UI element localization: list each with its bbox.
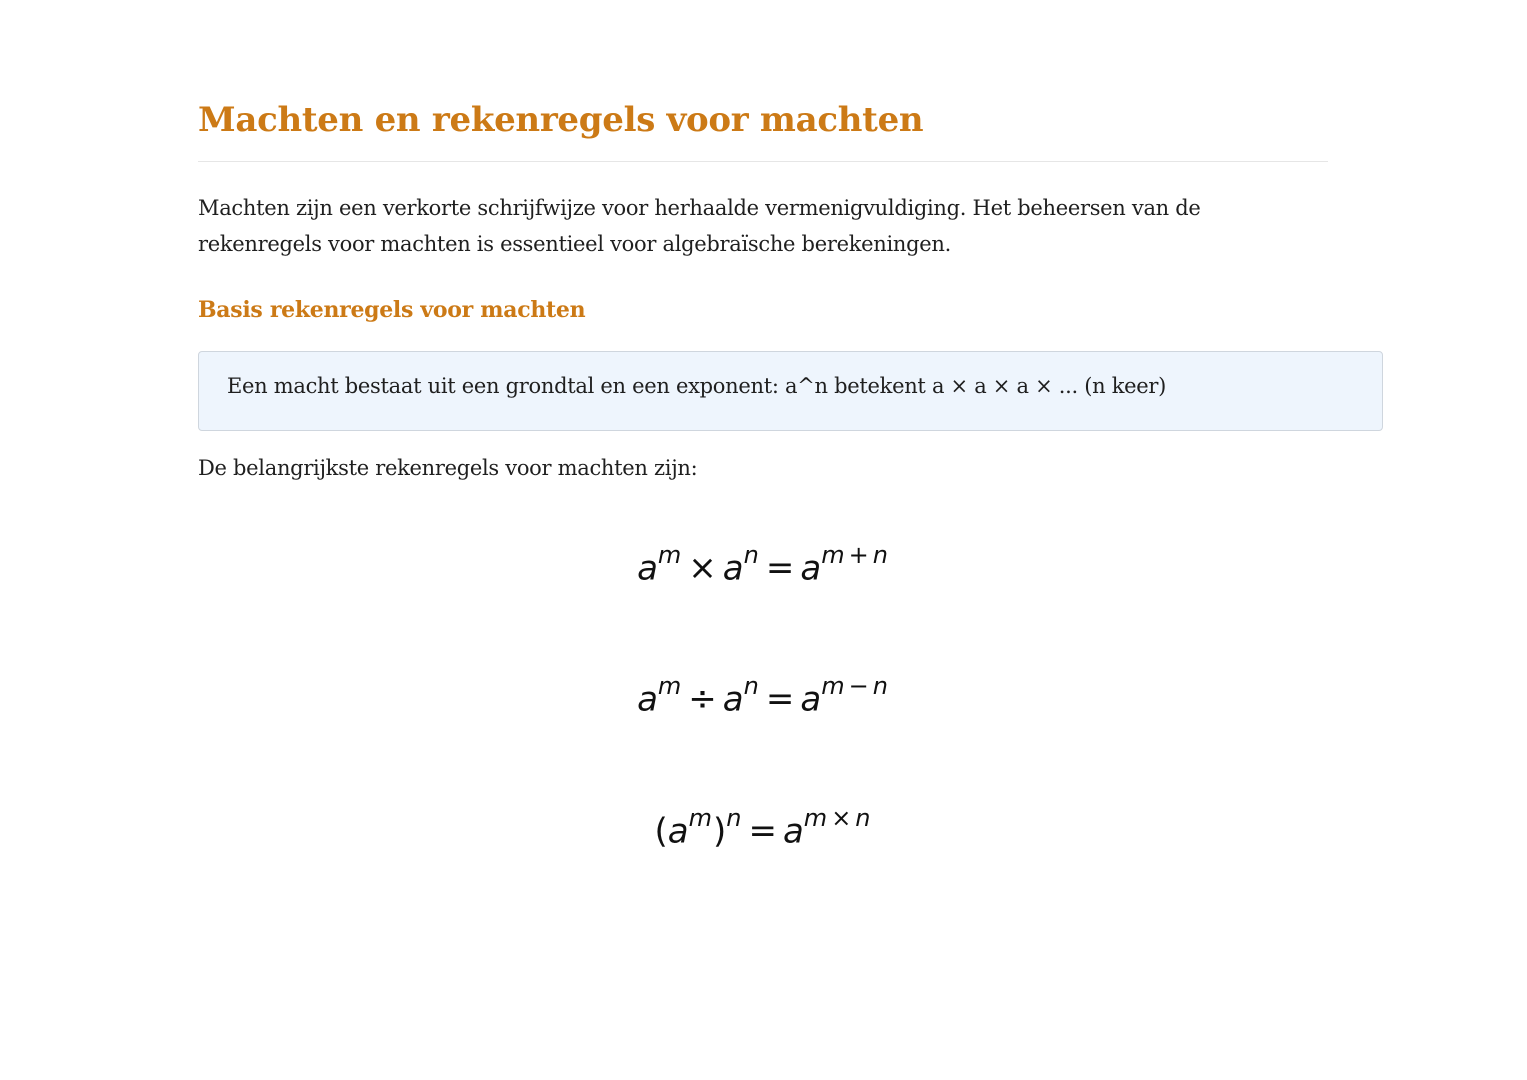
formula-exponent: m [688, 804, 713, 832]
formula-power-rule [198, 804, 1328, 852]
formula-result-exponent [821, 672, 889, 700]
formula-base: a [667, 811, 689, 852]
formula-outer-exponent: n [726, 804, 743, 832]
formula-result-exp-operator: × [831, 804, 853, 832]
formula-equals: = [765, 679, 795, 720]
formula-result-exp-b: n [855, 804, 872, 832]
formula-exponent: m [657, 541, 683, 569]
title-divider [198, 161, 1328, 162]
rules-lead-text: De belangrijkste rekenregels voor machten zijn: [198, 456, 698, 480]
formula-operator: × [688, 548, 717, 589]
formula-equals: = [765, 548, 795, 589]
section-heading: Basis rekenregels voor machten [198, 297, 586, 323]
formula-result-exponent [821, 541, 889, 569]
formula-base: a [637, 679, 658, 720]
formula-exponent: m [657, 672, 683, 700]
formula-quotient-rule [198, 672, 1328, 720]
formula-result-exp-operator: + [848, 541, 870, 569]
formula-result-exp-b: n [872, 672, 889, 700]
formula-result-base: a [800, 548, 822, 589]
formula-result-exponent [804, 804, 872, 832]
info-box-text: Een macht bestaat uit een grondtal en een exponent: a^n betekent a × a × a × ... (n keer) [227, 374, 1167, 398]
formula-operator: ÷ [688, 679, 717, 720]
info-box [198, 351, 1383, 431]
formula-exponent: n [743, 541, 760, 569]
formula-result-exp-a: m [821, 541, 846, 569]
formula-base: a [722, 679, 744, 720]
formula-result-exp-a: m [821, 672, 846, 700]
formula-result-exp-operator: − [848, 672, 870, 700]
formula-result-exp-b: n [872, 541, 889, 569]
formula-base: a [637, 548, 658, 589]
formula-equals: = [748, 811, 777, 852]
formula-exponent: n [743, 672, 760, 700]
formula-close-paren: ) [712, 811, 727, 852]
formula-result-base: a [782, 811, 804, 852]
formula-base: a [722, 548, 744, 589]
formula-result-exp-a: m [803, 804, 829, 832]
formula-product-rule [198, 541, 1328, 589]
intro-paragraph: Machten zijn een verkorte schrijfwijze voor herhaalde vermenigvuldiging. Het beheersen van de rekenregels voor machten is essentieel voor algebraïsche berekeningen. [198, 196, 1201, 256]
formula-result-base: a [800, 679, 822, 720]
formula-open-paren: ( [654, 811, 668, 852]
page-title: Machten en rekenregels voor machten [198, 100, 924, 140]
